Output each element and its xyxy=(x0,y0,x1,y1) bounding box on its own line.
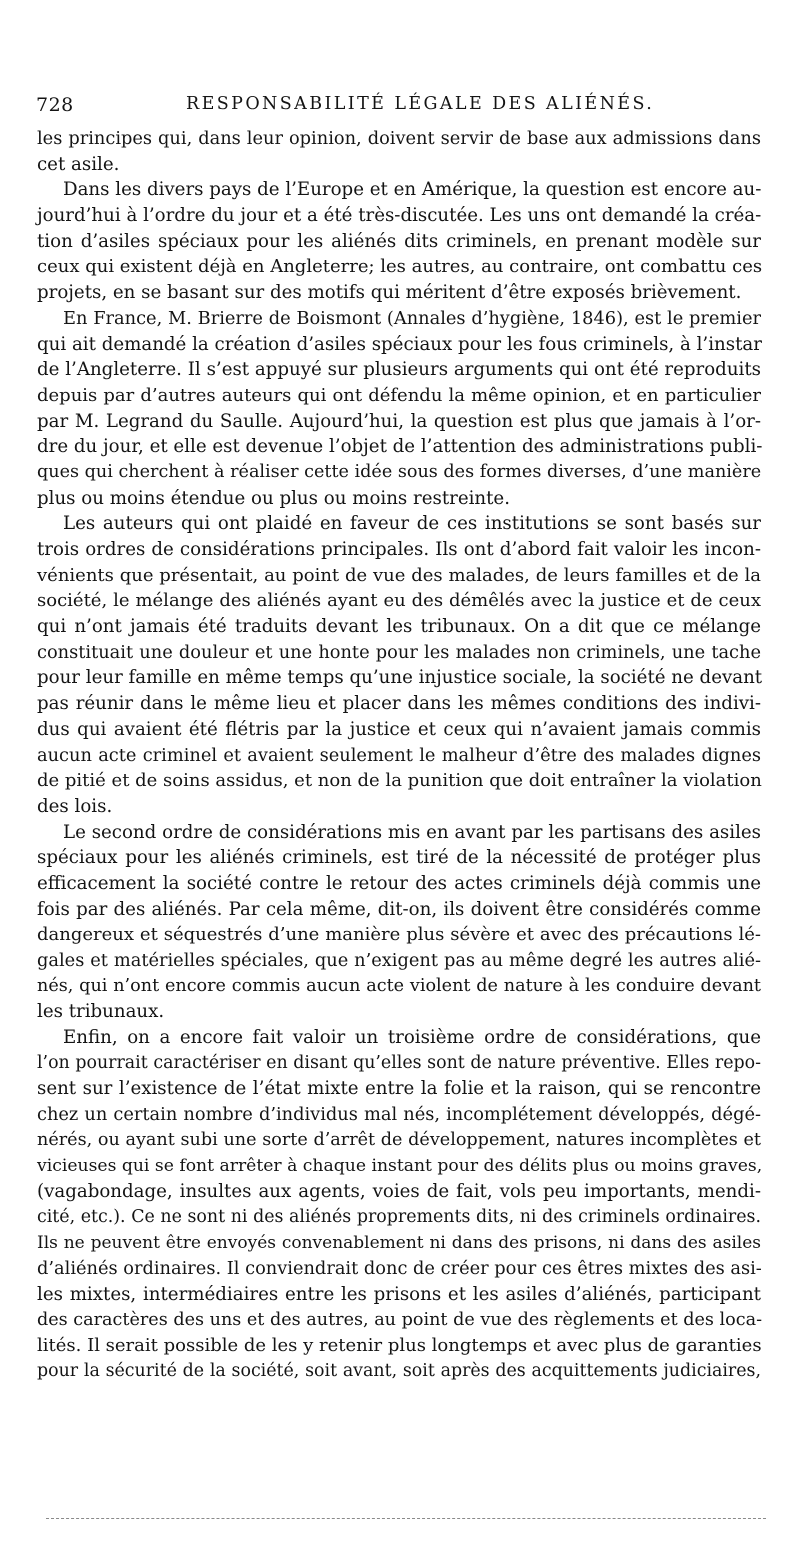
text-line: pas réunir dans le même lieu et placer dans les mêmes conditions des indivi- xyxy=(37,693,761,715)
text-line: gales et matérielles spéciales, que n’exigent pas au même degré les autres alié- xyxy=(37,950,761,971)
text-line: cet asile. xyxy=(37,153,120,175)
text-line: lités. Il serait possible de les y retenir plus longtemps et avec plus de garanties xyxy=(37,1335,762,1357)
page-header xyxy=(36,94,760,124)
bottom-rule xyxy=(46,1518,766,1519)
text-line: plus ou moins étendue ou plus ou moins restreinte. xyxy=(37,487,510,509)
text-line: vénients que présentait, au point de vue des malades, de leurs familles et de la xyxy=(37,564,761,586)
text-line: spéciaux pour les aliénés criminels, est tiré de la nécessité de protéger plus xyxy=(37,847,761,869)
text-line: par M. Legrand du Saulle. Aujourd’hui, la question est plus que jamais à l’or- xyxy=(37,410,761,432)
text-line: pour leur famille en même temps qu’une injustice sociale, la société ne devant xyxy=(37,667,763,689)
text-line: En France, M. Brierre de Boismont (Annales d’hygiène, 1846), est le premier xyxy=(63,307,761,329)
text-line: depuis par d’autres auteurs qui ont défendu la même opinion, et en particulier xyxy=(37,384,761,406)
text-line: des lois. xyxy=(37,795,113,817)
text-line: les mixtes, intermédiaires entre les prisons et les asiles d’aliénés, participant xyxy=(37,1283,761,1305)
text-line: chez un certain nombre d’individus mal nés, incomplétement développés, dégé- xyxy=(37,1104,761,1126)
text-line: ceux qui existent déjà en Angleterre; les autres, au contraire, ont combattu ces xyxy=(37,256,763,278)
text-line: qui ait demandé la création d’asiles spéciaux pour les fous criminels, à l’instar xyxy=(37,333,762,355)
text-line: de pitié et de soins assidus, et non de la punition que doit entraîner la violation xyxy=(37,770,762,792)
page-number: 728 xyxy=(36,94,74,116)
text-line: des caractères des uns et des autres, au point de vue des règlements et des loca- xyxy=(37,1309,763,1330)
body-text xyxy=(37,126,761,1385)
text-line: l’on pourrait caractériser en disant qu’elles sont de nature préventive. Elles repo- xyxy=(37,1052,761,1073)
text-line: tion d’asiles spéciaux pour les aliénés dits criminels, en prenant modèle sur xyxy=(37,230,761,252)
text-line: projets, en se basant sur des motifs qui méritent d’être exposés brièvement. xyxy=(37,282,742,304)
text-line: nérés, ou ayant subi une sorte d’arrêt de développement, natures incomplètes et xyxy=(37,1129,761,1150)
text-line: dangereux et séquestrés d’une manière plus sévère et avec des précautions lé- xyxy=(37,924,761,946)
text-line: Les auteurs qui ont plaidé en faveur de ces institutions se sont basés sur xyxy=(63,513,761,535)
text-line: société, le mélange des aliénés ayant eu des démêlés avec la justice et de ceux xyxy=(37,590,761,612)
text-line: Enfin, on a encore fait valoir un troisième ordre de considérations, que xyxy=(63,1027,761,1049)
text-line: nés, qui n’ont encore commis aucun acte violent de nature à les conduire devant xyxy=(37,975,761,996)
text-line: efficacement la société contre le retour des actes criminels déjà commis une xyxy=(37,872,761,894)
text-line: Ils ne peuvent être envoyés convenablement ni dans des prisons, ni dans des asiles xyxy=(37,1232,761,1253)
text-line: Le second ordre de considérations mis en avant par les partisans des asiles xyxy=(63,821,761,843)
text-line: (vagabondage, insultes aux agents, voies de fait, vols peu importants, mendi- xyxy=(37,1181,761,1203)
text-line: les tribunaux. xyxy=(37,1001,165,1023)
text-line: vicieuses qui se font arrêter à chaque instant pour des délits plus ou moins graves, xyxy=(37,1155,763,1176)
text-line: jourd’hui à l’ordre du jour et a été très-discutée. Les uns ont demandé la créa- xyxy=(37,205,762,227)
text-line: ques qui cherchent à réaliser cette idée sous des formes diverses, d’une manière xyxy=(37,461,762,482)
text-line: qui n’ont jamais été traduits devant les tribunaux. On a dit que ce mélange xyxy=(37,616,761,638)
running-head: RESPONSABILITÉ LÉGALE DES ALIÉNÉS. xyxy=(186,94,655,114)
text-line: Dans les divers pays de l’Europe et en Amérique, la question est encore au- xyxy=(63,179,762,201)
text-line: de l’Angleterre. Il s’est appuyé sur plusieurs arguments qui ont été reproduits xyxy=(37,359,761,381)
text-line: dre du jour, et elle est devenue l’objet de l’attention des administrations publi- xyxy=(37,436,763,458)
text-line: d’aliénés ordinaires. Il conviendrait donc de créer pour ces êtres mixtes des asi- xyxy=(37,1258,762,1280)
text-line: aucun acte criminel et avaient seulement le malheur d’être des malades dignes xyxy=(37,744,761,766)
text-line: trois ordres de considérations principales. Ils ont d’abord fait valoir les incon- xyxy=(37,539,761,560)
text-line: fois par des aliénés. Par cela même, dit-on, ils doivent être considérés comme xyxy=(37,898,761,920)
text-line: cité, etc.). Ce ne sont ni des aliénés proprements dits, ni des criminels ordinaires. xyxy=(37,1206,761,1227)
text-line: dus qui avaient été flétris par la justice et ceux qui n’avaient jamais commis xyxy=(37,718,761,740)
text-line: pour la sécurité de la société, soit avant, soit après des acquittements judiciaires, xyxy=(37,1361,761,1381)
text-line: sent sur l’existence de l’état mixte entre la folie et la raison, qui se rencontre xyxy=(37,1078,761,1100)
text-line: constituait une douleur et une honte pour les malades non criminels, une tache xyxy=(37,641,761,663)
text-line: les principes qui, dans leur opinion, doivent servir de base aux admissions dans xyxy=(37,128,761,149)
